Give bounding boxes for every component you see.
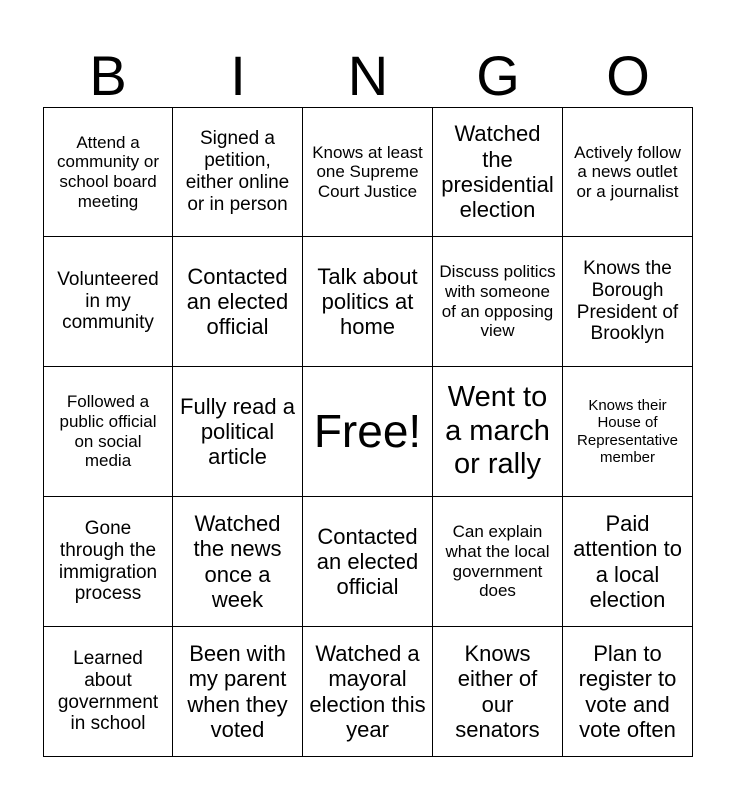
bingo-cell: Signed a petition, either online or in person (173, 107, 303, 237)
bingo-cell: Gone through the immigration process (43, 497, 173, 627)
bingo-cell: Talk about politics at home (303, 237, 433, 367)
bingo-cell: Can explain what the local government does (433, 497, 563, 627)
bingo-header (43, 44, 693, 108)
free-space-cell: Free! (303, 367, 433, 497)
bingo-cell: Fully read a political article (173, 367, 303, 497)
bingo-cell: Actively follow a news outlet or a journalist (563, 107, 693, 237)
bingo-cell: Knows either of our senators (433, 627, 563, 757)
bingo-cell: Paid attention to a local election (563, 497, 693, 627)
bingo-cell: Went to a march or rally (433, 367, 563, 497)
header-letter-n: N (347, 44, 389, 107)
bingo-cell: Contacted an elected official (303, 497, 433, 627)
bingo-cell: Volunteered in my community (43, 237, 173, 367)
bingo-board (43, 107, 693, 757)
header-letter-g: G (476, 44, 520, 107)
bingo-cell: Watched a mayoral election this year (303, 627, 433, 757)
bingo-cell: Knows their House of Representative member (563, 367, 693, 497)
bingo-cell: Attend a community or school board meeting (43, 107, 173, 237)
bingo-cell: Discuss politics with someone of an opposing view (433, 237, 563, 367)
header-letter-o: O (606, 44, 650, 107)
bingo-cell: Contacted an elected official (173, 237, 303, 367)
header-letter-b: B (89, 44, 127, 107)
bingo-cell: Knows the Borough President of Brooklyn (563, 237, 693, 367)
bingo-cell: Watched the news once a week (173, 497, 303, 627)
header-letter-i: I (230, 44, 246, 107)
bingo-cell: Knows at least one Supreme Court Justice (303, 107, 433, 237)
bingo-cell: Learned about government in school (43, 627, 173, 757)
bingo-cell: Watched the presidential election (433, 107, 563, 237)
bingo-cell: Plan to register to vote and vote often (563, 627, 693, 757)
bingo-cell: Followed a public official on social media (43, 367, 173, 497)
bingo-cell: Been with my parent when they voted (173, 627, 303, 757)
